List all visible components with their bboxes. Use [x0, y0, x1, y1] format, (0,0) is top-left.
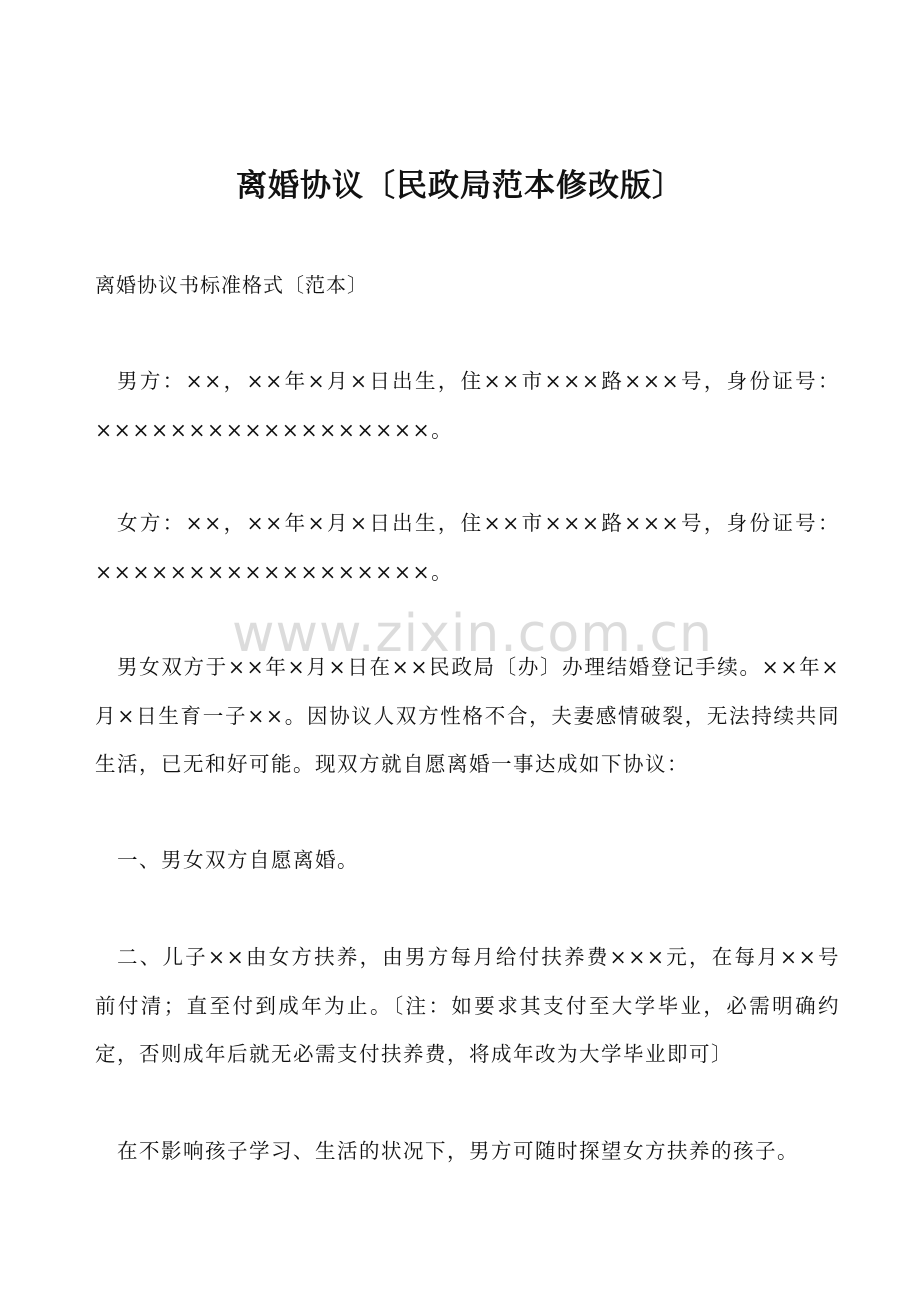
- paragraph-clause-1: 一、男女双方自愿离婚。: [117, 848, 359, 872]
- paragraph-female-party: 女方：××，××年×月×日出生，住××市×××路×××号，身份证号：××××××××××××××××××。: [95, 511, 840, 584]
- document-subtitle: 离婚协议书标准格式〔范本〕: [95, 273, 368, 297]
- site-watermark: www.zixin.com.cn: [232, 604, 713, 664]
- paragraph-clause-2: 二、儿子××由女方扶养，由男方每月给付扶养费×××元，在每月××号前付清；直至付到成年为止。〔注：如要求其支付至大学毕业，必需明确约定，否则成年后就无必需支付扶养费，将成年改为大学毕业即可〕: [95, 945, 840, 1066]
- paragraph-male-party: 男方：××，××年×月×日出生，住××市×××路×××号，身份证号：××××××××××××××××××。: [95, 369, 840, 442]
- paragraph-visitation: 在不影响孩子学习、生活的状况下，男方可随时探望女方扶养的孩子。: [117, 1139, 799, 1163]
- paragraph-marriage-info: 男女双方于××年×月×日在××民政局〔办〕办理结婚登记手续。××年×月×日生育一子××。因协议人双方性格不合，夫妻感情破裂，无法持续共同生活，已无和好可能。现双方就自愿离婚一事达成如下协议：: [95, 655, 840, 776]
- document-title: 离婚协议〔民政局范本修改版〕: [236, 168, 684, 204]
